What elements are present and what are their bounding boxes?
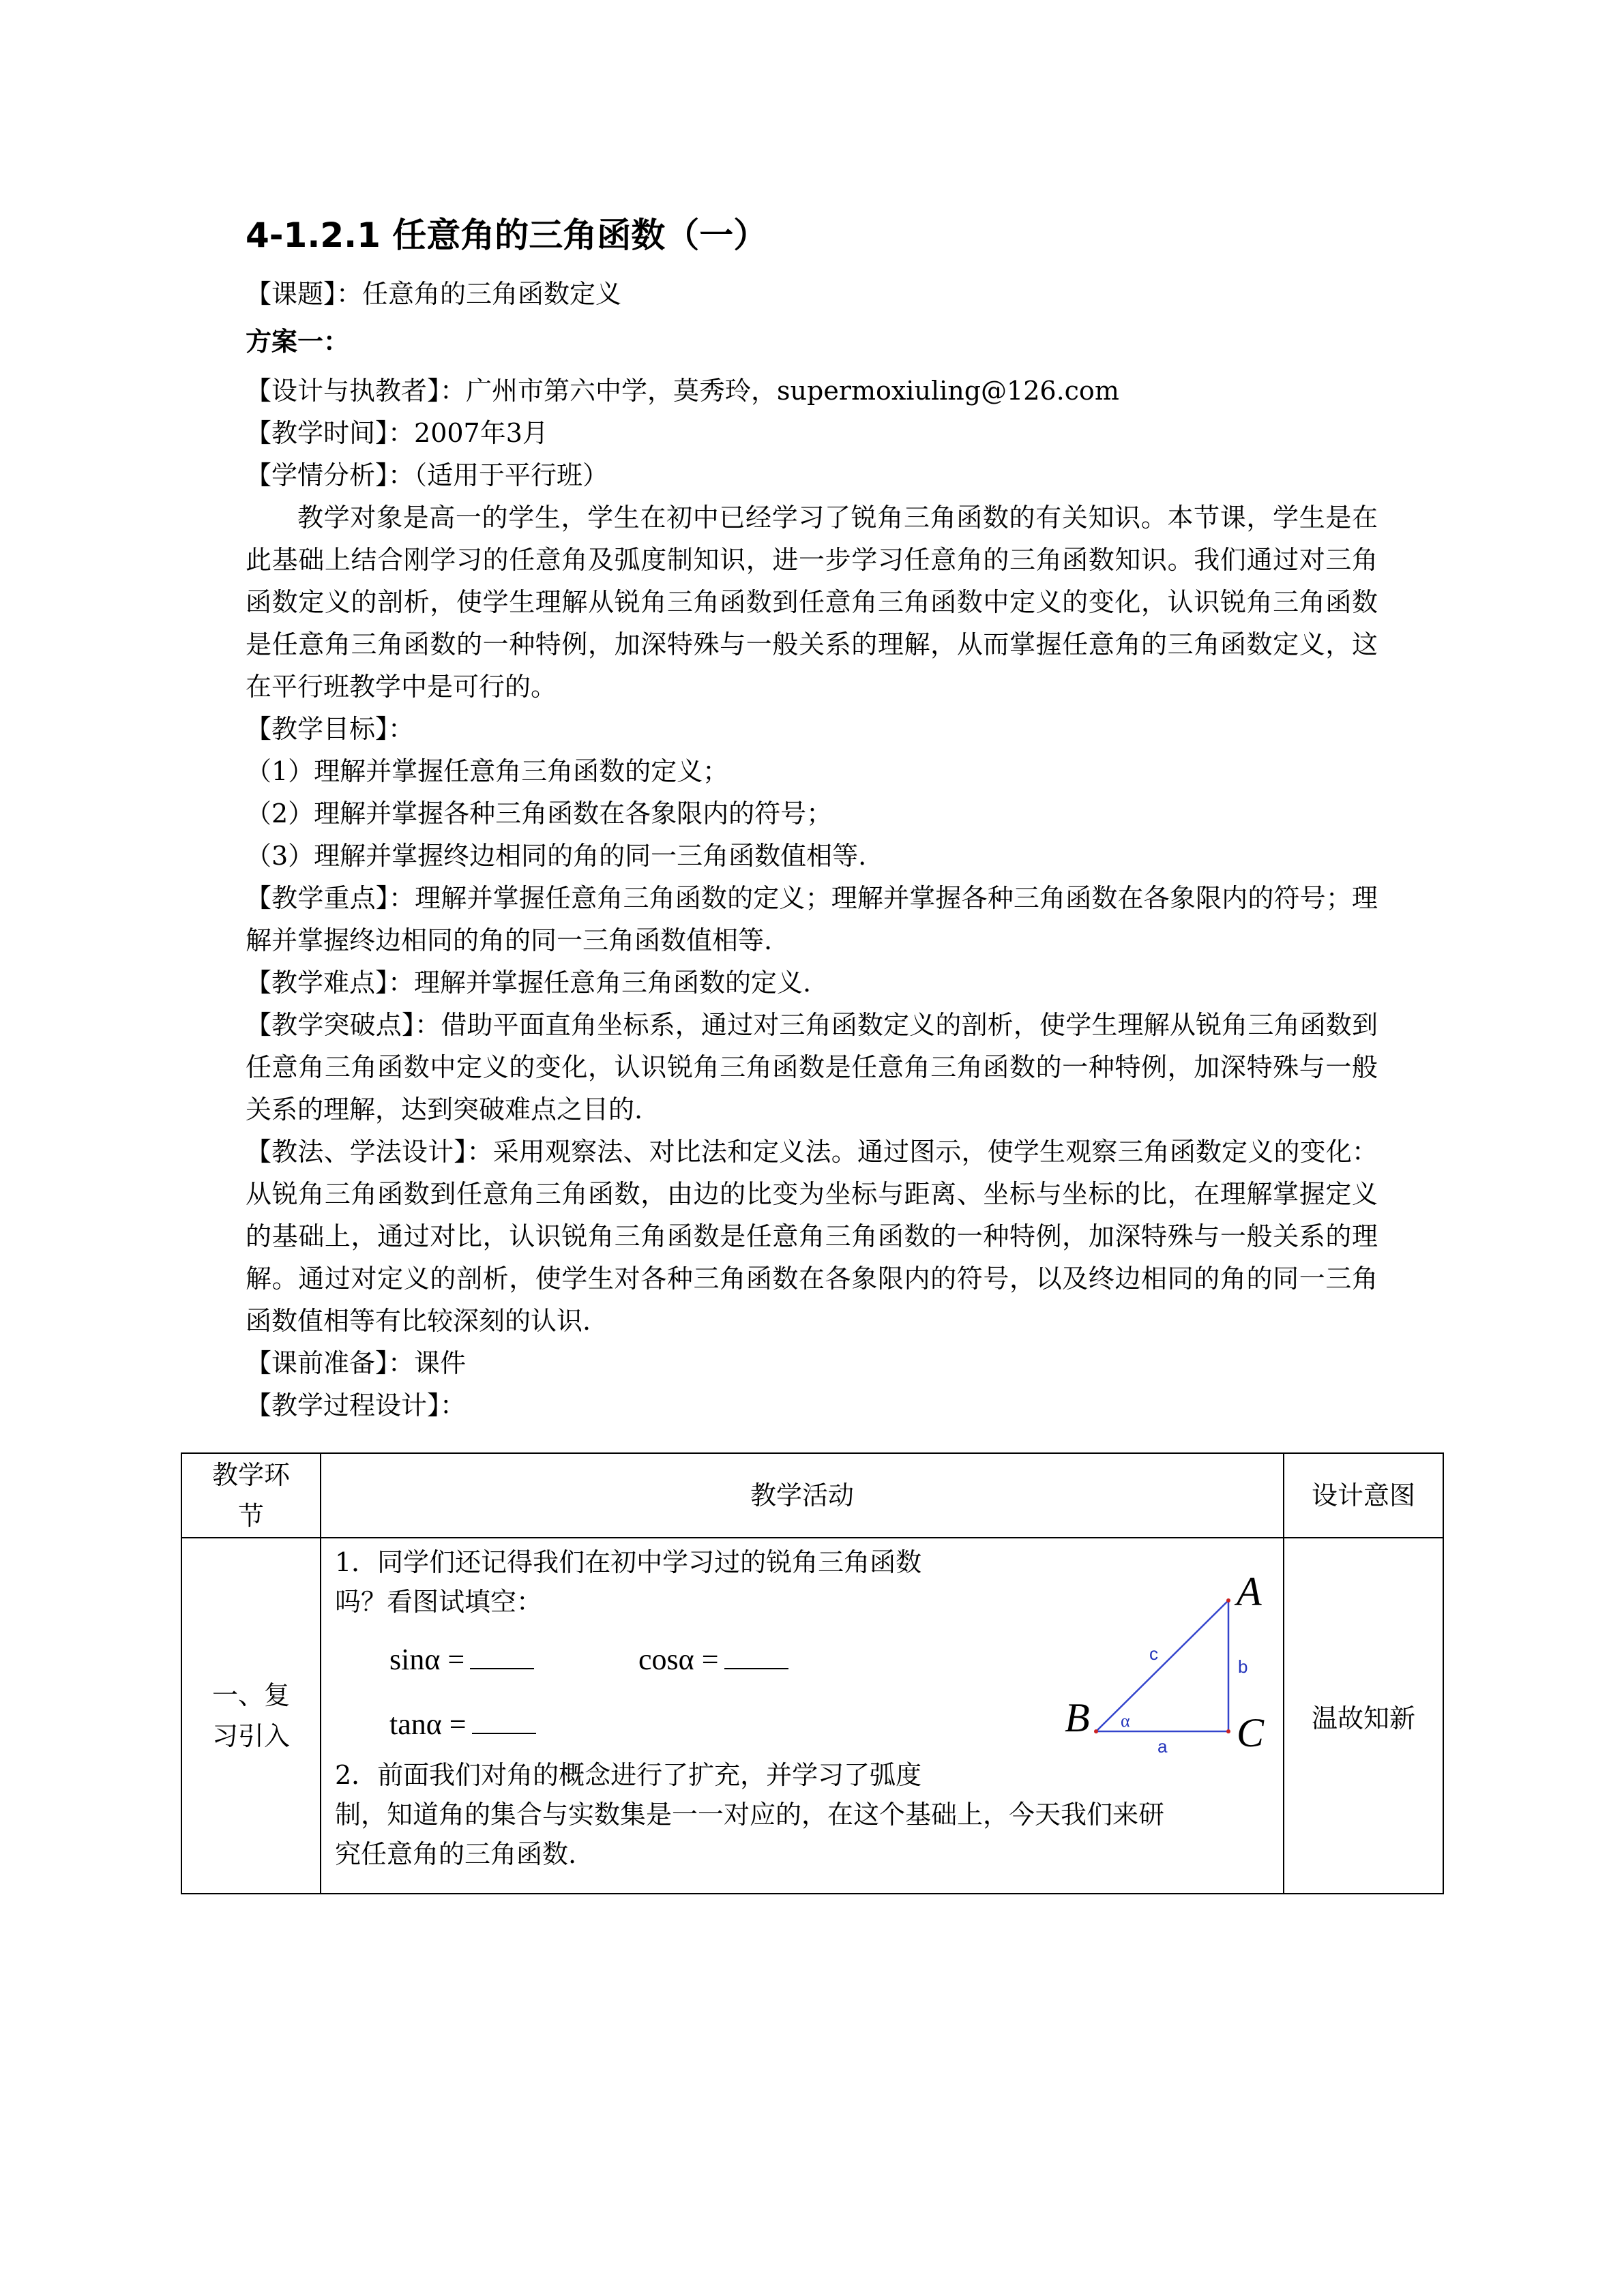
process-label: 【教学过程设计】： bbox=[246, 1390, 467, 1420]
activity-line1: 1．同学们还记得我们在初中学习过的锐角三角函数 bbox=[335, 1547, 922, 1577]
header-stage-line2: 节 bbox=[237, 1501, 264, 1531]
topic-label: 【课题】： bbox=[246, 279, 363, 309]
designer-line bbox=[246, 370, 1378, 412]
objective-item: （1）理解并掌握任意角三角函数的定义； bbox=[246, 756, 729, 786]
tan-blank bbox=[472, 1705, 536, 1734]
preparation-label: 【课前准备】： bbox=[246, 1348, 415, 1378]
activity-line3: 2．前面我们对角的概念进行了扩充，并学习了弧度 bbox=[335, 1760, 922, 1790]
analysis-label: 【学情分析】： bbox=[246, 460, 415, 490]
side-a-label: a bbox=[1157, 1736, 1168, 1757]
hypotenuse-c bbox=[1096, 1600, 1228, 1731]
scheme-heading: 方案一： bbox=[246, 327, 350, 357]
analysis-paragraph: 教学对象是高一的学生，学生在初中已经学习了锐角三角函数的有关知识。本节课，学生是在此基础上结合刚学习的任意角及弧度制知识，进一步学习任意角的三角函数知识。我们通过对三角函数定义的剖析，使学生理解从锐角三角函数到任意角三角函数中定义的变化，认识锐角三角函数是任意角三角函数的一种特例，加深特殊与一般关系的理解，从而掌握任意角的三角函数定义，这在平行班教学中是可行的。 bbox=[246, 503, 1378, 702]
document-page bbox=[246, 205, 1378, 1427]
key-points bbox=[246, 877, 1378, 961]
difficulties-label: 【教学难点】： bbox=[246, 968, 415, 998]
angle-alpha-label: α bbox=[1121, 1711, 1130, 1731]
point-c-dot bbox=[1226, 1729, 1230, 1733]
breakthrough-value: 借助平面直角坐标系，通过对三角函数定义的剖析，使学生理解从锐角三角函数到任意角三角函数中定义的变化，认识锐角三角函数是任意角三角函数的一种特例，加深特殊与一般关系的理解，达到突破难点之目的. bbox=[246, 1010, 1378, 1124]
objective-item: （3）理解并掌握终边相同的角的同一三角函数值相等. bbox=[246, 841, 867, 871]
side-c-label: c bbox=[1149, 1643, 1158, 1664]
analysis-note: （适用于平行班） bbox=[414, 460, 609, 490]
time-line bbox=[246, 412, 1378, 454]
header-intent: 设计意图 bbox=[1284, 1453, 1443, 1538]
cos-label: cosα = bbox=[638, 1643, 719, 1676]
preparation-value: 课件 bbox=[414, 1348, 467, 1378]
vertex-a-label: A bbox=[1237, 1569, 1262, 1614]
vertex-c-label: C bbox=[1237, 1710, 1265, 1755]
point-b-dot bbox=[1094, 1729, 1098, 1733]
activity-line5: 究任意角的三角函数. bbox=[335, 1839, 577, 1869]
tan-label: tanα = bbox=[389, 1708, 467, 1741]
tan-formula bbox=[389, 1705, 536, 1742]
time-value: 2007年3月 bbox=[414, 418, 548, 448]
document-title: 4-1.2.1 任意角的三角函数（一） bbox=[246, 215, 768, 255]
header-stage-line1: 教学环 bbox=[211, 1460, 290, 1490]
time-label: 【教学时间】： bbox=[246, 418, 415, 448]
preparation-line bbox=[246, 1342, 1378, 1384]
activity-line4: 制，知道角的集合与实数集是一一对应的，在这个基础上，今天我们来研 bbox=[335, 1800, 1165, 1830]
designer-label: 【设计与执教者】： bbox=[246, 376, 467, 406]
point-a-dot bbox=[1226, 1598, 1230, 1602]
key-points-value: 理解并掌握任意角三角函数的定义；理解并掌握各种三角函数在各象限内的符号；理解并掌握终边相同的角的同一三角函数值相等. bbox=[246, 883, 1378, 955]
header-activity: 教学活动 bbox=[321, 1453, 1284, 1538]
breakthrough-label: 【教学突破点】： bbox=[246, 1010, 441, 1040]
activity-content bbox=[321, 1538, 1283, 1893]
side-b-label: b bbox=[1238, 1656, 1248, 1677]
analysis-line bbox=[246, 454, 1378, 496]
header-stage bbox=[181, 1453, 321, 1538]
cos-formula bbox=[638, 1641, 788, 1677]
activity-line2: 吗？看图试填空： bbox=[335, 1587, 543, 1617]
vertex-b-label: B bbox=[1065, 1695, 1090, 1740]
topic-value: 任意角的三角函数定义 bbox=[362, 279, 622, 309]
table-row bbox=[181, 1538, 1443, 1894]
methods-value: 采用观察法、对比法和定义法。通过图示，使学生观察三角函数定义的变化：从锐角三角函数到任意角三角函数，由边的比变为坐标与距离、坐标与坐标的比，在理解掌握定义的基础上，通过对比，认识锐角三角函数是任意角三角函数的一种特例，加深特殊与一般关系的理解。通过对定义的剖析，使学生对各种三角函数在各象限内的符号，以及终边相同的角的同一三角函数值相等有比较深刻的认识. bbox=[246, 1137, 1378, 1336]
difficulties-value: 理解并掌握任意角三角函数的定义. bbox=[414, 968, 812, 998]
difficulties bbox=[246, 961, 1378, 1004]
key-points-label: 【教学重点】： bbox=[246, 883, 415, 913]
objectives-label: 【教学目标】： bbox=[246, 714, 415, 744]
topic-line bbox=[246, 273, 1378, 315]
stage-line2: 习引入 bbox=[211, 1721, 290, 1751]
methods-label: 【教法、学法设计】： bbox=[246, 1137, 493, 1167]
intent-cell: 温故知新 bbox=[1284, 1538, 1443, 1894]
breakthrough bbox=[246, 1004, 1378, 1131]
cos-blank bbox=[724, 1641, 788, 1669]
activity-cell bbox=[321, 1538, 1284, 1894]
table-header-row bbox=[181, 1453, 1443, 1538]
stage-line1: 一、复 bbox=[211, 1680, 290, 1710]
sin-formula bbox=[389, 1641, 534, 1677]
sin-blank bbox=[470, 1641, 534, 1669]
objective-item: （2）理解并掌握各种三角函数在各象限内的符号； bbox=[246, 799, 833, 829]
right-triangle-figure bbox=[1065, 1559, 1269, 1757]
designer-value: 广州市第六中学，莫秀玲，supermoxiuling@126.com bbox=[466, 376, 1119, 406]
sin-label: sinα = bbox=[389, 1643, 465, 1676]
stage-cell bbox=[181, 1538, 321, 1894]
methods bbox=[246, 1131, 1378, 1342]
teaching-process-table bbox=[181, 1452, 1444, 1894]
